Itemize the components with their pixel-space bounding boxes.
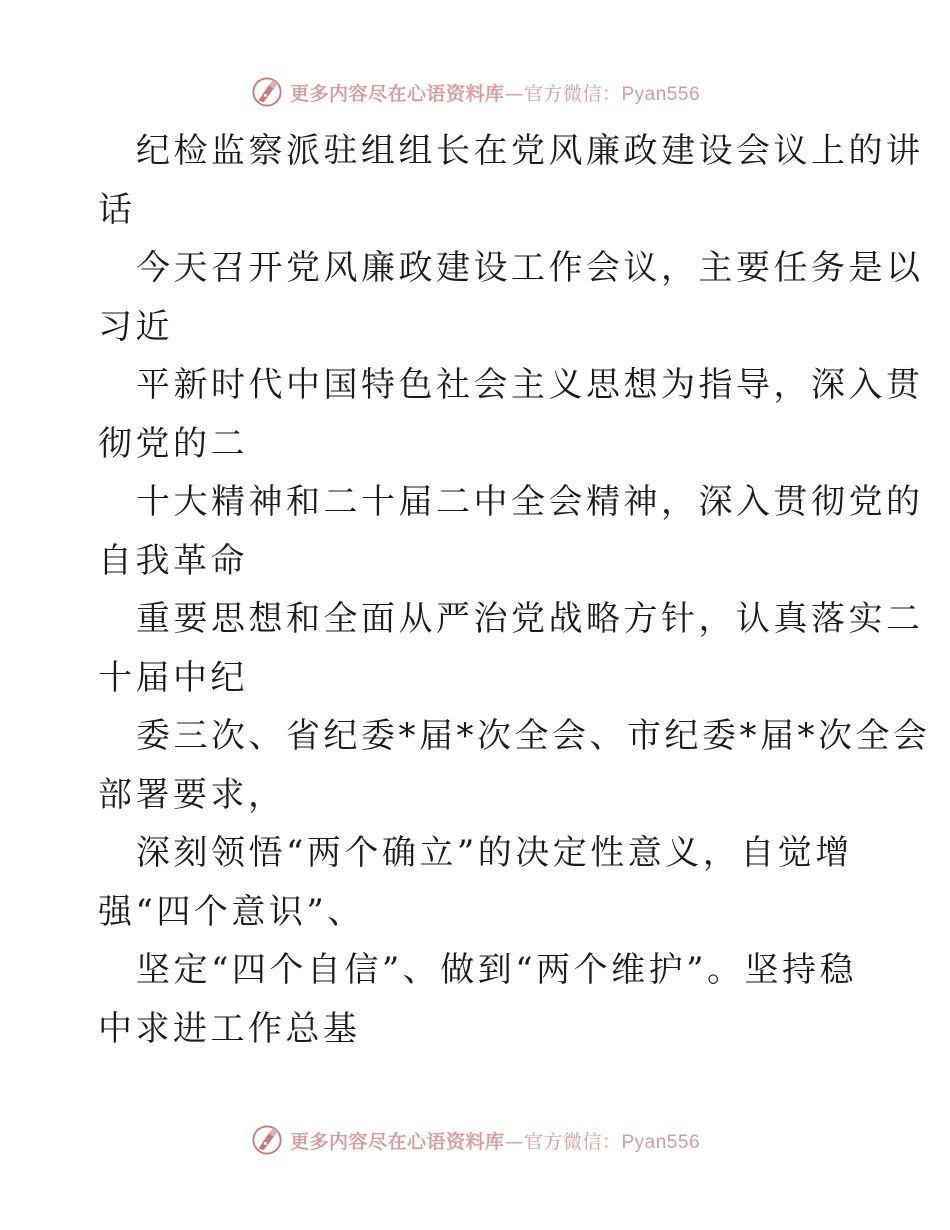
watermark-text <box>290 79 700 106</box>
pen-nib-logo-icon <box>250 75 284 109</box>
header-watermark <box>0 72 950 112</box>
watermark-wechat-label: 官方微信： <box>523 82 622 105</box>
text-line: 平新时代中国特色社会主义思想为指导，深入贯 <box>136 365 924 405</box>
text-line: 重要思想和全面从严治党战略方针，认真落实二 <box>136 599 924 639</box>
watermark-text <box>290 1127 700 1154</box>
text-line: 自我革命 <box>98 540 248 581</box>
text-line: 十届中纪 <box>98 657 248 698</box>
text-line: 委三次、省纪委*届*次全会、市纪委*届*次全会 <box>136 716 931 756</box>
text-line: 话 <box>98 189 136 230</box>
watermark-site-text: 更多内容尽在心语资料库 <box>289 82 505 105</box>
text-line: 强“四个意识”、 <box>98 891 365 932</box>
text-line: 纪检监察派驻组组长在党风廉政建设会议上的讲 <box>136 131 924 171</box>
text-line: 十大精神和二十届二中全会精神，深入贯彻党的 <box>136 482 924 522</box>
text-line: 深刻领悟“两个确立”的决定性意义，自觉增 <box>136 833 853 873</box>
watermark-dash: — <box>504 1130 524 1153</box>
text-line: 彻党的二 <box>98 423 248 464</box>
text-line: 坚定“四个自信”、做到“两个维护”。坚持稳 <box>136 950 858 990</box>
document-body <box>98 122 931 1058</box>
watermark-wechat-id: Pyan556 <box>621 83 701 105</box>
text-line: 中求进工作总基 <box>98 1008 361 1049</box>
text-line: 今天召开党风廉政建设工作会议，主要任务是以 <box>136 248 924 288</box>
footer-watermark <box>0 1120 950 1160</box>
watermark-site-text: 更多内容尽在心语资料库 <box>289 1130 505 1153</box>
watermark-wechat-label: 官方微信： <box>523 1130 622 1153</box>
pen-nib-logo-icon <box>250 1123 284 1157</box>
text-line: 部署要求， <box>98 774 286 815</box>
watermark-wechat-id: Pyan556 <box>621 1131 701 1153</box>
text-line: 习近 <box>98 306 173 347</box>
watermark-dash: — <box>504 82 524 105</box>
